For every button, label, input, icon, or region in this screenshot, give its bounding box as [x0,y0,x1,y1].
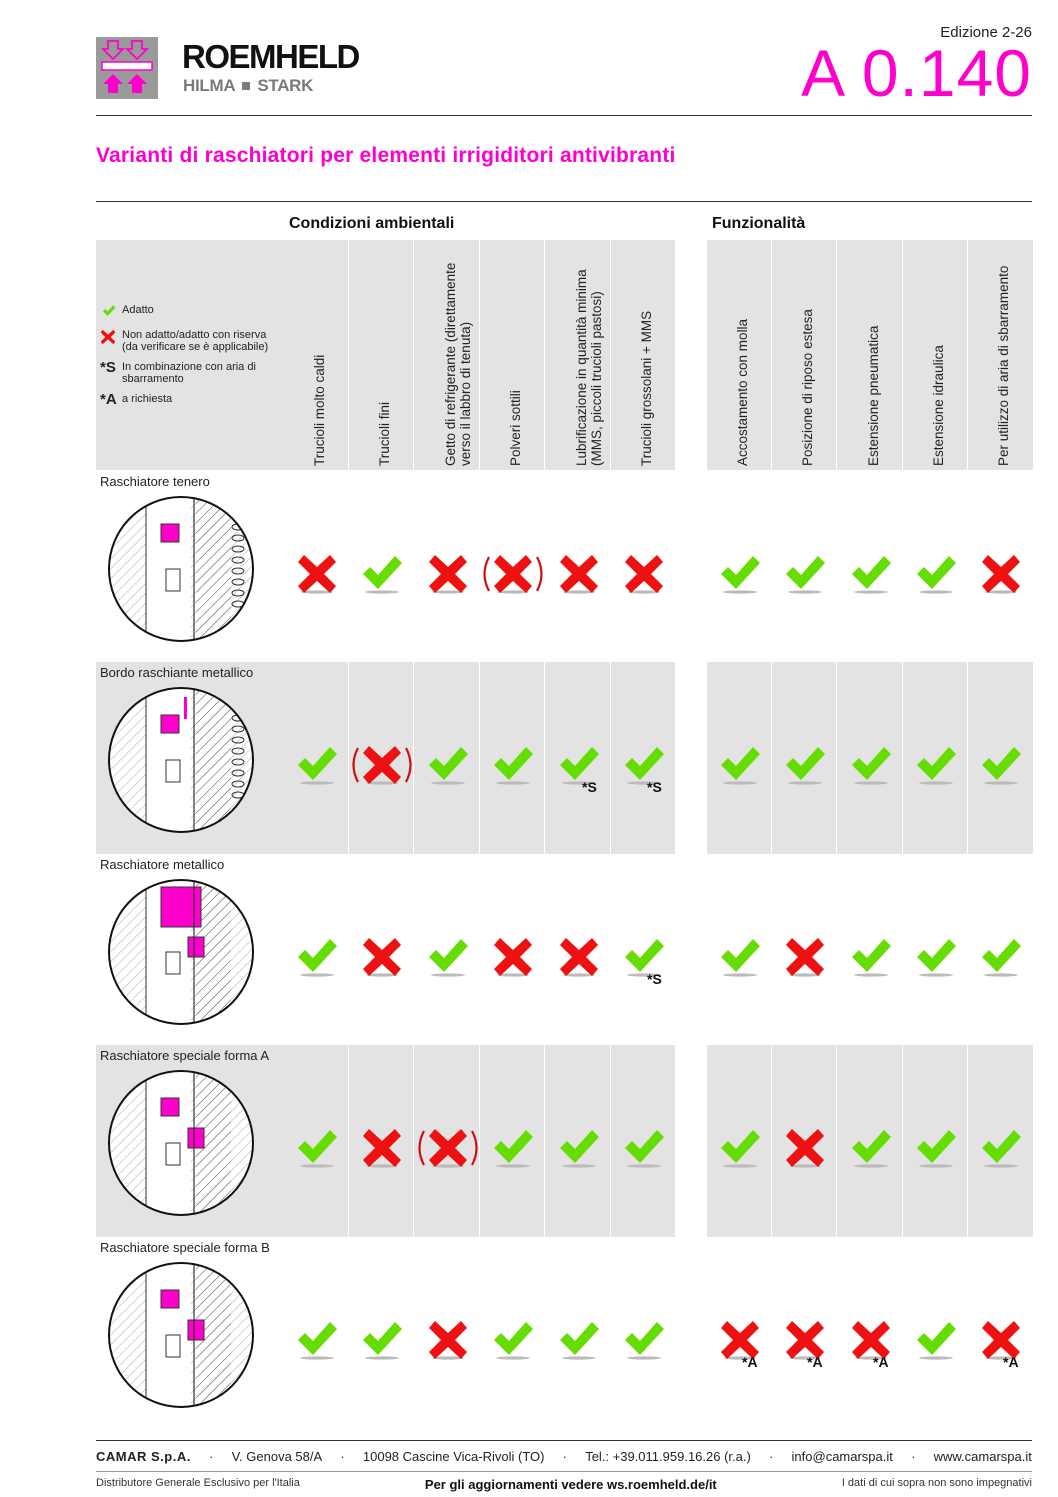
check-icon [427,744,469,786]
table-row [96,662,1033,854]
column-header-label: Posizione di riposo estesa [799,309,815,466]
check-icon [850,936,892,978]
rating-cell [285,662,349,854]
rating-cell [481,662,545,854]
rating-cell [904,1237,968,1429]
header-divider [96,115,1032,116]
cross-icon [558,936,600,978]
check-icon [915,936,957,978]
rating-cell [969,662,1033,854]
footnote-mark: *S [582,779,597,795]
check-icon [100,304,122,321]
column-header-label: Trucioli fini [376,401,392,466]
rating-cell [904,854,968,1046]
cross-icon [784,1127,826,1169]
rating-cell [547,1045,611,1237]
column-header [481,240,545,470]
rating-cell [839,854,903,1046]
column-header-label: Polveri sottili [507,390,523,466]
cross-icon [492,936,534,978]
row-label: Bordo raschiante metallico [100,665,254,680]
check-icon [492,1127,534,1169]
rating-cell [547,662,611,854]
rating-cell [612,662,676,854]
rating-cell [547,1237,611,1429]
title-divider [96,201,1032,202]
column-header [285,240,349,470]
table-row [96,854,1033,1046]
rating-cell [285,1237,349,1429]
rating-cell [969,854,1033,1046]
footer-bottom [96,1477,1032,1492]
rating-cell [708,854,772,1046]
rating-cell [969,1237,1033,1429]
rating-cell [285,471,349,663]
rating-cell [416,471,480,663]
legend-suitable: Adatto [122,304,154,316]
check-icon [361,1319,403,1361]
row-label: Raschiatore speciale forma A [100,1048,270,1063]
check-icon [719,744,761,786]
check-icon [296,1127,338,1169]
check-icon [623,1319,665,1361]
rating-cell [350,471,414,663]
table-row [96,471,1033,663]
column-header-label: Estensione idraulica [930,345,946,466]
legend-s-symbol: *S [100,359,116,376]
wiper-cross-section-diagram [106,1068,256,1218]
check-icon [850,1127,892,1169]
cross-conditional-icon [351,744,413,786]
rating-cell [350,662,414,854]
rating-cell [612,471,676,663]
rating-cell [708,471,772,663]
check-icon [719,936,761,978]
footer-divider-2 [96,1471,1032,1472]
column-header [416,240,480,470]
column-header [839,240,903,470]
check-icon [915,1127,957,1169]
check-icon [850,744,892,786]
check-icon [296,744,338,786]
footer-phone: Tel.: +39.011.959.16.26 (r.a.) [585,1449,751,1464]
footer-email[interactable]: info@camarspa.it [791,1449,893,1464]
wiper-cross-section-diagram [106,685,256,835]
rating-cell [612,1237,676,1429]
rating-cell [708,1237,772,1429]
rating-cell [481,1045,545,1237]
table-row [96,1045,1033,1237]
column-header [904,240,968,470]
rating-cell [612,1045,676,1237]
footer-address: V. Genova 58/A [231,1449,323,1464]
rating-cell [481,471,545,663]
check-icon [915,553,957,595]
legend-a-text: a richiesta [122,393,173,405]
row-label: Raschiatore metallico [100,857,225,872]
rating-cell [285,1045,349,1237]
column-header [612,240,676,470]
rating-cell [350,854,414,1046]
check-icon [558,1127,600,1169]
rating-cell [904,1045,968,1237]
cross-icon [427,1319,469,1361]
rating-cell [416,662,480,854]
rating-cell [416,854,480,1046]
column-header [969,240,1033,470]
check-icon [915,744,957,786]
check-icon [915,1319,957,1361]
table-row [96,1237,1033,1429]
rating-cell [773,1045,837,1237]
cross-conditional-icon [417,1127,479,1169]
rating-cell [416,1045,480,1237]
rating-cell [547,854,611,1046]
wiper-cross-section-diagram [106,1260,256,1410]
wiper-cross-section-diagram [106,877,256,1027]
rating-cell [773,1237,837,1429]
footnote-mark: *A [1003,1354,1019,1370]
check-icon [719,553,761,595]
rating-cell [285,854,349,1046]
legend [100,304,280,415]
check-icon [623,1127,665,1169]
check-icon [492,1319,534,1361]
check-icon [784,553,826,595]
column-header-label: Per utilizzo di aria di sbarramento [996,265,1011,466]
cross-icon [361,936,403,978]
rating-cell [350,1045,414,1237]
cross-icon [980,553,1022,595]
footer-contacts: CAMAR S.p.A. · V. Genova 58/A · 10098 Cascine Vica-Rivoli (TO) · Tel.: +39.011.959.16.26 (r.a.) · info@camarspa.it · www.camarspa.it [96,1449,1032,1464]
rating-cell [773,854,837,1046]
footnote-mark: *S [647,779,662,795]
legend-a-symbol: *A [100,391,117,408]
check-icon [427,936,469,978]
cross-conditional-icon [482,553,544,595]
check-icon [719,1127,761,1169]
cross-icon [427,553,469,595]
roemheld-logo [96,37,158,99]
footer-updates[interactable]: Per gli aggiornamenti vedere ws.roemheld.de/it [424,1477,717,1492]
column-header-label: Lubrificazione in quantità minima (MMS, piccoli trucioli pastosi) [573,269,604,466]
check-icon [361,553,403,595]
legend-not-suitable: Non adatto/adatto con riserva (da verificare se è applicabile) [122,329,269,353]
footnote-mark: *A [873,1354,889,1370]
footnote-mark: *A [742,1354,758,1370]
check-icon [980,936,1022,978]
rating-cell [839,1045,903,1237]
cross-icon [361,1127,403,1169]
rating-cell [839,1237,903,1429]
check-icon [784,744,826,786]
group-environment: Condizioni ambientali [289,215,455,232]
column-header-label: Getto di refrigerante (direttamente verso il labbro di tenuta) [442,262,473,466]
check-icon [850,553,892,595]
rating-cell [350,1237,414,1429]
rating-cell [708,662,772,854]
brand-name: ROEMHELD [182,38,359,75]
footer-distributor: Distributore Generale Esclusivo per l'Italia [96,1477,300,1489]
footer-city: 10098 Cascine Vica-Rivoli (TO) [362,1449,545,1464]
row-label: Raschiatore speciale forma B [100,1240,270,1255]
cross-icon [558,553,600,595]
rating-cell [708,1045,772,1237]
group-function: Funzionalità [712,215,806,232]
footer-disclaimer: I dati di cui sopra non sono impegnativi [841,1477,1032,1489]
rating-cell [969,1045,1033,1237]
column-header-label: Trucioli molto caldi [311,354,327,466]
rating-cell [773,471,837,663]
legend-s-text: In combinazione con aria di sbarramento [122,361,256,385]
column-header-label: Trucioli grossolani + MMS [639,310,654,466]
column-header [708,240,772,470]
column-header [773,240,837,470]
check-icon [492,744,534,786]
check-icon [980,744,1022,786]
footer-divider [96,1440,1032,1441]
footer-company: CAMAR S.p.A. [96,1449,191,1464]
rating-cell [416,1237,480,1429]
column-header [547,240,611,470]
footnote-mark: *A [807,1354,823,1370]
cross-icon [100,329,122,348]
rating-cell [904,471,968,663]
rating-cell [773,662,837,854]
wiper-cross-section-diagram [106,494,256,644]
rating-cell [839,471,903,663]
footer-web[interactable]: www.camarspa.it [933,1449,1032,1464]
check-icon [980,1127,1022,1169]
page-title: Varianti di raschiatori per elementi irrigiditori antivibranti [96,144,676,167]
cross-icon [623,553,665,595]
rating-cell [481,1237,545,1429]
cross-icon [296,553,338,595]
cross-icon [784,936,826,978]
column-header-label: Estensione pneumatica [865,325,881,466]
column-header-label: Accostamento con molla [734,318,750,466]
rating-cell [612,854,676,1046]
rating-cell [904,662,968,854]
rating-cell [839,662,903,854]
page-code: A 0.140 [801,36,1032,110]
rating-cell [547,471,611,663]
edition: Edizione 2-26 [940,24,1032,41]
brand-sub: HILMA STARK [183,76,314,95]
check-icon [296,1319,338,1361]
row-label: Raschiatore tenero [100,474,210,489]
rating-cell [481,854,545,1046]
column-header [350,240,414,470]
check-icon [558,1319,600,1361]
footnote-mark: *S [647,971,662,987]
check-icon [296,936,338,978]
rating-cell [969,471,1033,663]
